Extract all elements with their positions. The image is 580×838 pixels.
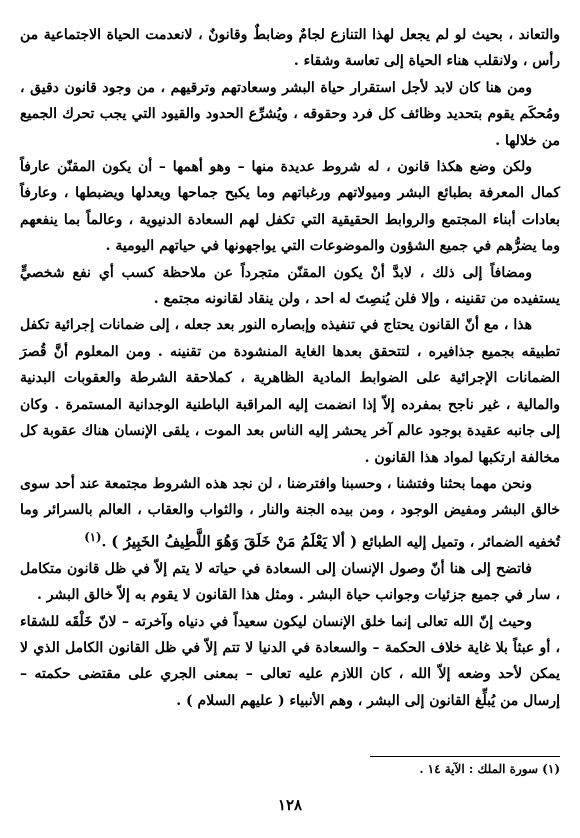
quote-tail: . (101, 534, 112, 551)
footnote-divider (370, 756, 560, 757)
quran-quote: ( ألا يَعْلَمُ مَنْ خَلَقَ وَهُوَ اللَّطِيفُ الخَبِيرُ ) (111, 532, 358, 551)
paragraph-4: ومضافاً إلى ذلك ، لابدَّ أنْ يكون المقنّن متجرداً عن ملاحظة كسب أي نفع شخصيٍّ يستفيده من تقنينه ، وإلا فلن يُنصِتَ له احد ، ولن ينقاد لقانونه مجتمع . (20, 264, 560, 308)
paragraph-6-text: ونحن مهما بحثنا وفتشنا ، وحسبنا وافترضنا ، لن نجد هذه الشروط مجتمعة عند أحد سوى خالق البشر ومفيض الوجود ، ومن بيده الجنة والنار ، والثواب والعقاب ، العالم بالسرائر وما تُخفيه الضمائر ، وتميل إليه الطبائع (20, 475, 560, 551)
footnote-marker: (١) (84, 529, 102, 544)
paragraph-5: هذا ، مع أنّ القانون يحتاج في تنفيذه وإبصاره النور بعد جعله ، إلى ضمانات إجرائية تكفل تطبيقه بجميع جذافيره ، لتتحقق بعدها الغاية المنشودة من تقنينه . ومن المعلوم أنَّ قُصرَ الضمانات الإجرائية على الضوابط المادية الظاهرية ، كملاحقة الشرطة والعقوبات البدنية والمالية ، غير ناجح بمفرده إلاّ إذا انضمت إليه المراقبة الباطنية الوجدانية المستمرة . وكان إلى جانبه عقيدة بوجود عالم آخر يحشر إليه الناس بعد الموت ، يلقى الإنسان هناك عقوبة كل مخالفة ارتكبها لمواد هذا القانون . (20, 317, 560, 466)
paragraph-1: والتعاند ، بحيث لو لم يجعل لهذا التنازع لجامٌ وضابطٌ وقانونٌ ، لانعدمت الحياة الاجتماعية من رأس ، ولانقلب هناء الحياة إلى تعاسة وشقاء . (20, 27, 560, 70)
paragraph-7: فاتضح إلى هنا أنّ وصول الإنسان إلى السعادة في حياته لا يتم إلاّ في ظل قانون متكامل ، سار في جميع جزئيات وجوانب حياة البشر . ومثل هذا القانون لا يقوم به إلاّ خالق البشر . (20, 560, 560, 604)
footnote: (١) سورة الملك : الآية ١٤ . (419, 762, 560, 776)
paragraph-2: ومن هنا كان لابد لأجل استقرار حياة البشر وسعادتهم وترقيهم ، من وجود قانون دقيق ، ومُحكَم يقوم بتحديد وظائف كل فرد وحقوقه ، ويُشرِّع الحدود والقيود التي يجب تحرك الجميع من خلالها . (20, 79, 560, 149)
paragraph-3: ولكن وضع هكذا قانون ، له شروط عديدة منها – وهو أهمها – أن يكون المقنّن عارفاً كمال المعرفة بطبائع البشر وميولاتهم ورغباتهم وما يكبح جماحها ويعدلها ويضبطها ، وعارفاً بعادات أبناء المجتمع والروابط الحقيقية التي تكفل لهم السعادة الدنيوية ، وعالماً بما ينفعهم وما يضرُّهم في جميع الشؤون والموضوعات التي يواجهونها في حياتهم اليومية . (20, 159, 560, 255)
paragraph-6 (20, 471, 560, 556)
paragraph-8: وحيث إنّ الله تعالى إنما خلق الإنسان ليكون سعيداً في دنياه وآخرته – لانّ خَلْقَه للشقاء ، أو عبثاً بلا غاية خلاف الحكمة – والسعادة في الدنيا لا تتم إلاّ في ظل القانون الكامل الذي لا يمكن لأحد وضعه إلاّ الله ، كان اللازم عليه تعالى – بمعنى الجري على مقتضى حكمته – إرسال من يُبلِّغ القانون إلى البشر ، وهم الأنبياء ( عليهم السلام ) . (20, 613, 560, 709)
page-body (20, 22, 560, 714)
page-number: ١٢٨ (277, 796, 303, 814)
